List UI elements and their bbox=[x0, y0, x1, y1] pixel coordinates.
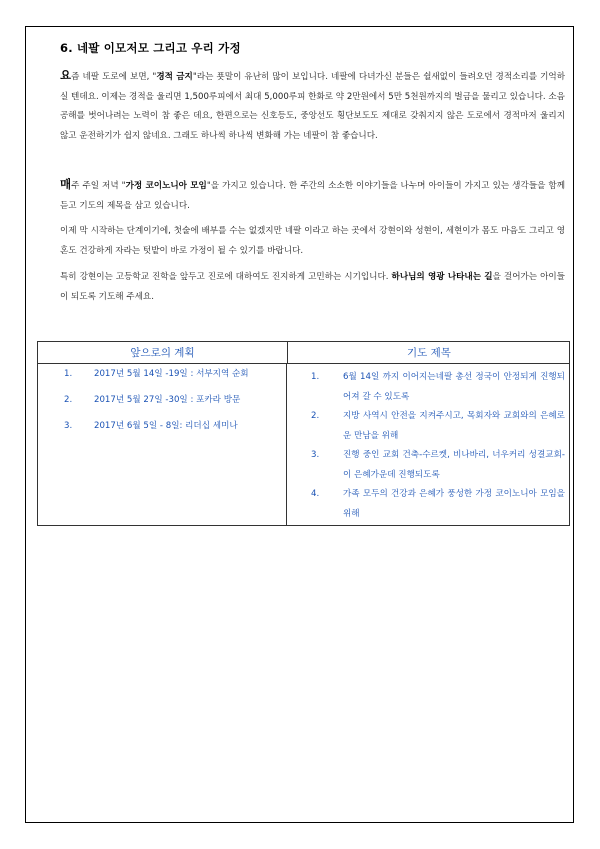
bold-phrase: 하나님의 영광 나타내는 길 bbox=[391, 272, 493, 282]
item-number: 3. bbox=[311, 450, 320, 460]
table-body bbox=[38, 364, 569, 525]
drop-letter: 요 bbox=[60, 68, 72, 82]
list-item bbox=[287, 485, 569, 524]
paragraph-text: 주 주일 저녁 " bbox=[71, 181, 126, 191]
item-text: 진행 중인 교회 건축-수르켓, 비나바리, 너우커리 성결교회-이 은혜가운데 진행되도록 bbox=[343, 450, 565, 480]
list-item bbox=[38, 394, 286, 407]
list-item bbox=[38, 420, 286, 433]
item-number: 3. bbox=[64, 421, 73, 431]
table-header-row bbox=[38, 342, 569, 364]
paragraph-text: "라는 푯말이 유난히 많이 보입니다. 네팔에 다녀가신 분들은 쉴새없이 들려오던 경적소리를 기억하실 텐데요. 이제는 경적을 울리면 1,500루피에서 최대 5,000루피 한화로 약 2만원에서 5만 5천원까지의 벌금을 물리고 있습니다. 소음공해를 벗어나려는 노력이 참 좋은 데요, 한편으로는 신호등도, 중앙선도 횡단보도도 제대로 갖춰지지 않은 도로에서 경적마저 울리지 않고 운전하기가 쉽지 않네요. 그래도 하나씩 하나씩 변화해 가는 네팔이 참 좋습니다. bbox=[60, 72, 566, 141]
header-prayer: 기도 제목 bbox=[407, 347, 451, 359]
item-text: 2017년 5월 14일 -19일 : 서부지역 순회 bbox=[94, 369, 249, 379]
paragraph-text: "을 가지고 있습니다. 한 주간의 소소한 이야기들을 나누며 아이들이 가지고 있는 생각들을 함께 듣고 기도의 제목을 삼고 있습니다. bbox=[60, 181, 565, 211]
paragraph-family-meeting bbox=[60, 175, 565, 216]
paragraph-children: 이제 막 시작하는 단계이기에, 첫술에 배부를 수는 없겠지만 네팔 이라고 하는 곳에서 강현이와 성현이, 세현이가 몸도 마음도 그리고 영혼도 건강하게 자라는 텃밭이 바로 가정이 될 수 있기를 바랍니다. bbox=[60, 226, 565, 256]
item-number: 4. bbox=[311, 489, 320, 499]
section-title: 6. 네팔 이모저모 그리고 우리 가정 bbox=[60, 41, 241, 55]
item-number: 2. bbox=[311, 411, 320, 421]
item-number: 1. bbox=[64, 369, 73, 379]
item-number: 1. bbox=[311, 372, 320, 382]
drop-letter: 매 bbox=[60, 177, 72, 191]
plans-column bbox=[38, 364, 287, 525]
bold-phrase: 경적 금지 bbox=[156, 72, 193, 82]
header-plans: 앞으로의 계획 bbox=[38, 342, 288, 363]
item-number: 2. bbox=[64, 395, 73, 405]
list-item bbox=[287, 446, 569, 485]
plans-prayer-table bbox=[37, 341, 570, 526]
prayer-list bbox=[287, 368, 569, 524]
paragraph-prayer-request bbox=[60, 268, 565, 307]
paragraph-text: 을 걸어가는 아이들이 되도록 기도해 주세요. bbox=[60, 272, 565, 302]
paragraph-horn-ban bbox=[60, 66, 565, 146]
item-text: 6월 14일 까지 이어지는네팔 총선 정국이 안정되게 진행되어져 갈 수 있도록 bbox=[343, 372, 565, 402]
prayer-column bbox=[287, 364, 569, 525]
list-item bbox=[287, 368, 569, 407]
paragraph-text: 특히 강현이는 고등학교 진학을 앞두고 진로에 대하여도 진지하게 고민하는 시기입니다. bbox=[60, 272, 392, 282]
item-text: 가족 모두의 건강과 은혜가 풍성한 가정 코이노니아 모임을 위해 bbox=[343, 489, 565, 519]
item-text: 2017년 5월 27일 -30일 : 포카라 방문 bbox=[94, 395, 241, 405]
list-item bbox=[287, 407, 569, 446]
plans-list bbox=[38, 368, 286, 433]
list-item bbox=[38, 368, 286, 381]
item-text: 2017년 6월 5일 - 8일: 리더십 세미나 bbox=[94, 421, 238, 431]
paragraph-text: 즘 네팔 도로에 보면, " bbox=[71, 72, 157, 82]
item-text: 지방 사역시 안전을 지켜주시고, 목회자와 교회와의 은혜로운 만남을 위해 bbox=[343, 411, 565, 441]
bold-phrase: 가정 코이노니아 모임 bbox=[125, 181, 207, 191]
